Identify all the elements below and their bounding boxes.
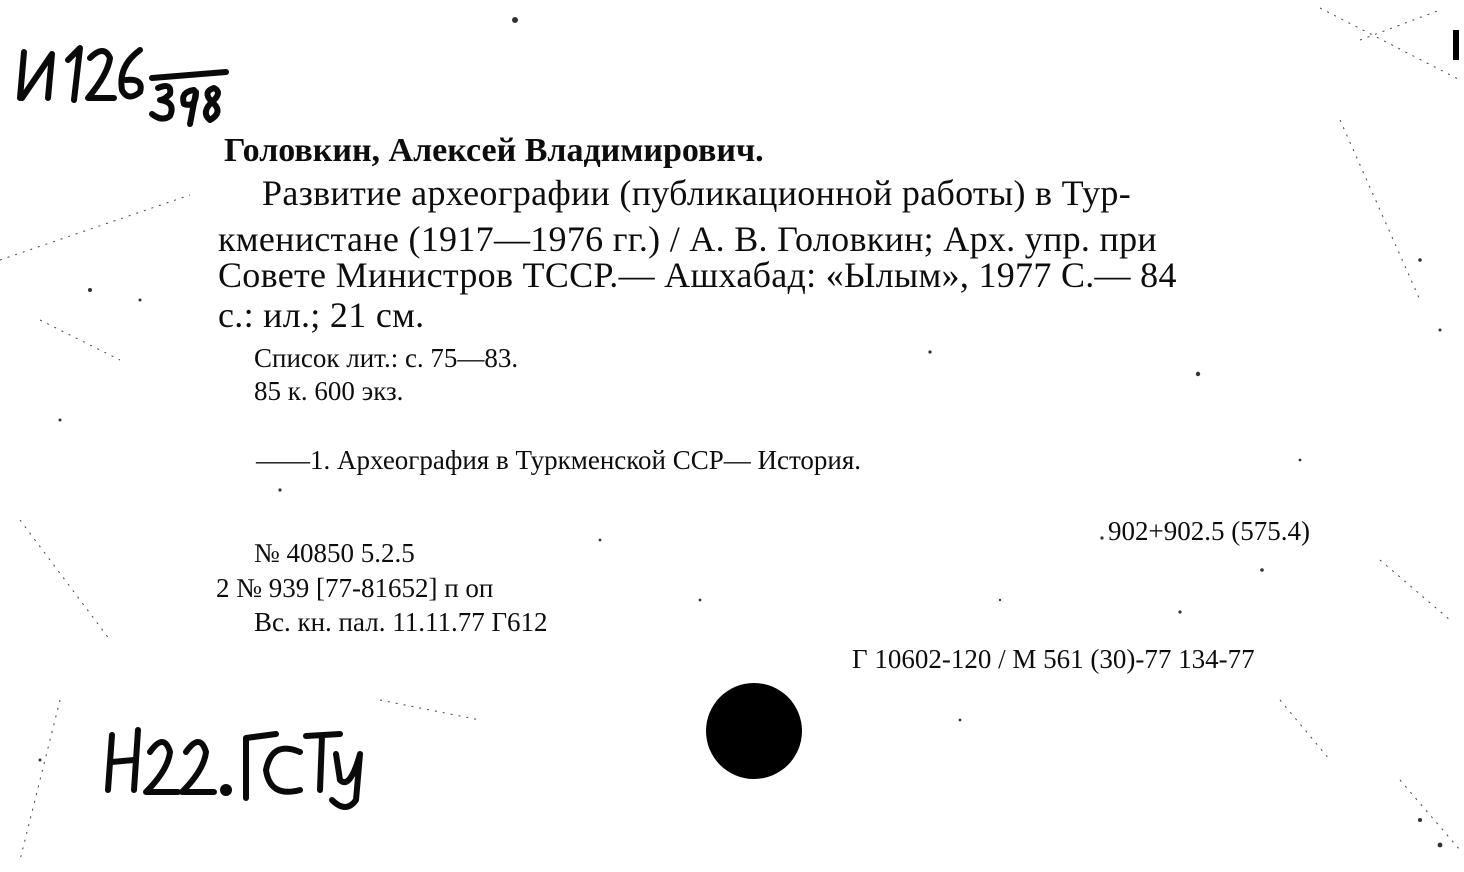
bibliography-note: Список лит.: с. 75—83. (254, 343, 519, 373)
subject-heading: ——1. Археография в Туркменской ССР— История. (256, 445, 862, 475)
author-heading: Головкин, Алексей Владимирович. (224, 132, 764, 169)
book-chamber-line: Вс. кн. пал. 11.11.77 Г612 (254, 607, 548, 637)
description-line-2: кменистане (1917—1976 гг.) / А. В. Головкин; Арх. упр. при (218, 219, 1157, 259)
publisher-code: Г 10602-120 / М 561 (30)-77 134-77 (852, 644, 1255, 674)
classification-index: 902+902.5 (575.4) (1108, 516, 1310, 546)
description-line-1: Развитие археографии (публикационной работы) в Тур- (262, 173, 1132, 213)
registration-number: № 40850 5.2.5 (254, 538, 415, 568)
order-line: 2 № 939 [77-81652] п оп (216, 573, 494, 603)
punch-hole (706, 683, 802, 779)
price-print-run: 85 к. 600 экз. (254, 376, 404, 406)
description-line-3: Совете Министров ТССР.— Ашхабад: «Ылым», 1977 С.— 84 (218, 255, 1177, 295)
description-line-4: с.: ил.; 21 см. (218, 295, 425, 335)
